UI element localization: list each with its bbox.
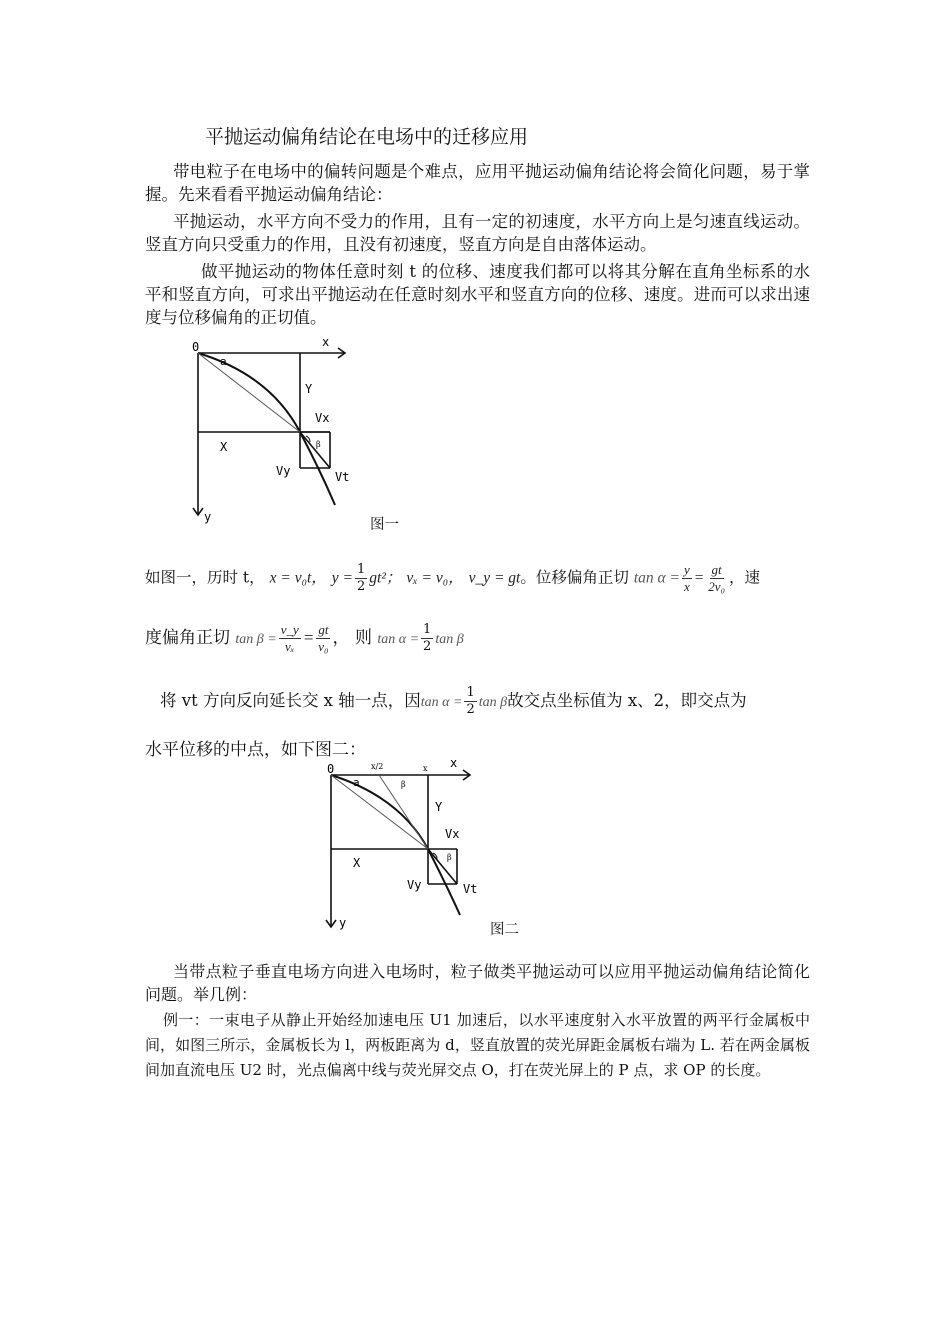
eq3-half-num: 1 [466, 685, 475, 700]
eq1-eq-sign: = [693, 569, 705, 587]
fig2-vx-label: Vx [445, 827, 460, 841]
equation-line-1 [145, 562, 760, 595]
figure-one [180, 335, 380, 525]
equation-line-3 [160, 685, 747, 718]
eq3-half-den: 2 [466, 702, 475, 717]
eq2-tan-beta-2: tan β [435, 632, 464, 647]
figure-two-caption: 图二 [490, 922, 519, 938]
eq2-f2-num: gt [318, 622, 329, 637]
eq1-x: x = v₀t， [269, 569, 327, 587]
fig2-X-label: X [353, 856, 361, 870]
fig1-beta-label: β [316, 440, 321, 449]
fig1-vx-label: Vx [315, 411, 330, 425]
eq1-y-lhs: y = [331, 569, 353, 587]
example-one-paragraph: 例一：一束电子从静止开始经加速电压 U1 加速后，以水平速度射入水平放置的两平行金属板中间，如图三所示，金属板长为 l，两板距离为 d，竖直放置的荧光屏距金属板右端为 L. 若在两金属板间加直流电压 U2 时，光点偏离中线与荧光屏交点 O，打在荧光屏上的 P 点，求 OP 的长度。 [145, 1011, 810, 1079]
eq2-tan-alpha: tan α = [377, 632, 420, 647]
eq3-tan-beta: tan β [478, 695, 508, 710]
displacement-line [198, 353, 300, 432]
fig2-beta-label: β [447, 853, 452, 862]
eq2-half-den: 2 [423, 639, 432, 654]
eq2-f1-den: vₓ [285, 639, 295, 654]
eq1-f1-den: x [683, 579, 690, 594]
decomposition-paragraph: 做平抛运动的物体任意时刻 t 的位移、速度我们都可以将其分解在直角坐标系的水平和竖直方向，可求出平抛运动在任意时刻水平和竖直方向的位移、速度。进而可以求出速度与位移偏角的正切值。 [145, 262, 810, 327]
fig2-x-mark-label: x [423, 764, 428, 773]
eq3-tail: 故交点坐标值为 x、2，即交点为 [507, 691, 747, 710]
fig1-y-label: y [204, 510, 212, 524]
fig2-vy-label: Vy [407, 878, 422, 892]
fig1-x-label: x [322, 335, 330, 349]
eq1-tail: ，速 [729, 568, 761, 587]
eq1-vx: vₓ = v₀， [406, 569, 464, 587]
eq3-tan-alpha: tan α = [420, 695, 463, 710]
eq2-tan-beta: tan β = [235, 632, 277, 647]
eq1-f1-num: y [683, 562, 690, 577]
fig2-beta-top-label: β [401, 780, 406, 789]
eq1-f2-num: gt [711, 562, 722, 577]
fig2-y-label: y [339, 916, 347, 930]
eq2-eq-sign: = [302, 628, 315, 647]
eq2-lead: 度偏角正切 [145, 628, 230, 648]
fig2-x-label: x [450, 757, 458, 770]
eq1-tan-alpha: tan α = [633, 569, 680, 587]
fig2-Y-label: Y [435, 800, 443, 814]
figure-one-caption: 图一 [370, 517, 399, 533]
eq3-lead: 将 vt 方向反向延长交 x 轴一点，因 [160, 691, 421, 710]
eq1-lead: 如图一，历时 t， [145, 568, 265, 587]
intro-paragraph: 带电粒子在电场中的偏转问题是个难点，应用平抛运动偏角结论将会简化问题，易于掌握。先来看看平抛运动偏角结论： [145, 162, 810, 204]
fig1-Y-label: Y [305, 382, 313, 396]
equation-line-2 [145, 622, 464, 655]
eq1-half-den: 2 [356, 579, 366, 594]
fig2-alpha-label: a [353, 776, 360, 789]
trajectory-curve [198, 353, 335, 505]
eq2-half-num: 1 [423, 622, 432, 637]
figure-two [315, 757, 515, 937]
eq1-f2-den: 2v₀ [708, 579, 726, 594]
projectile-paragraph: 平抛运动，水平方向不受力的作用，且有一定的初速度，水平方向上是匀速直线运动。竖直方向只受重力的作用，且没有初速度，竖直方向是自由落体运动。 [145, 212, 810, 254]
fig1-X-label: X [220, 440, 228, 454]
fig1-alpha-label: a [220, 355, 227, 368]
midpoint-sentence: 水平位移的中点，如下图二： [145, 740, 366, 760]
fig2-half-x-label: x/2 [371, 762, 384, 771]
fig1-origin-label: 0 [192, 340, 200, 354]
eq2-f1-num: v_y [280, 622, 299, 637]
fig1-vt-label: Vt [335, 470, 350, 484]
eq2-f2-den: v₀ [318, 639, 329, 654]
fig2-vt-label: Vt [463, 882, 478, 896]
fig2-origin-label: 0 [327, 762, 335, 776]
eq1-y-rhs: gt²； [369, 569, 402, 587]
eq2-then: ， 则 [332, 628, 372, 648]
fig1-vy-label: Vy [276, 464, 291, 478]
eq1-mid: 。位移偏角正切 [520, 568, 629, 587]
page-title: 平抛运动偏角结论在电场中的迁移应用 [205, 126, 529, 148]
application-paragraph: 当带点粒子垂直电场方向进入电场时，粒子做类平抛运动可以应用平抛运动偏角结论简化问题。举几例： [145, 962, 810, 1004]
eq1-half-num: 1 [356, 562, 366, 577]
eq1-vy: v_y = gt [468, 569, 521, 587]
